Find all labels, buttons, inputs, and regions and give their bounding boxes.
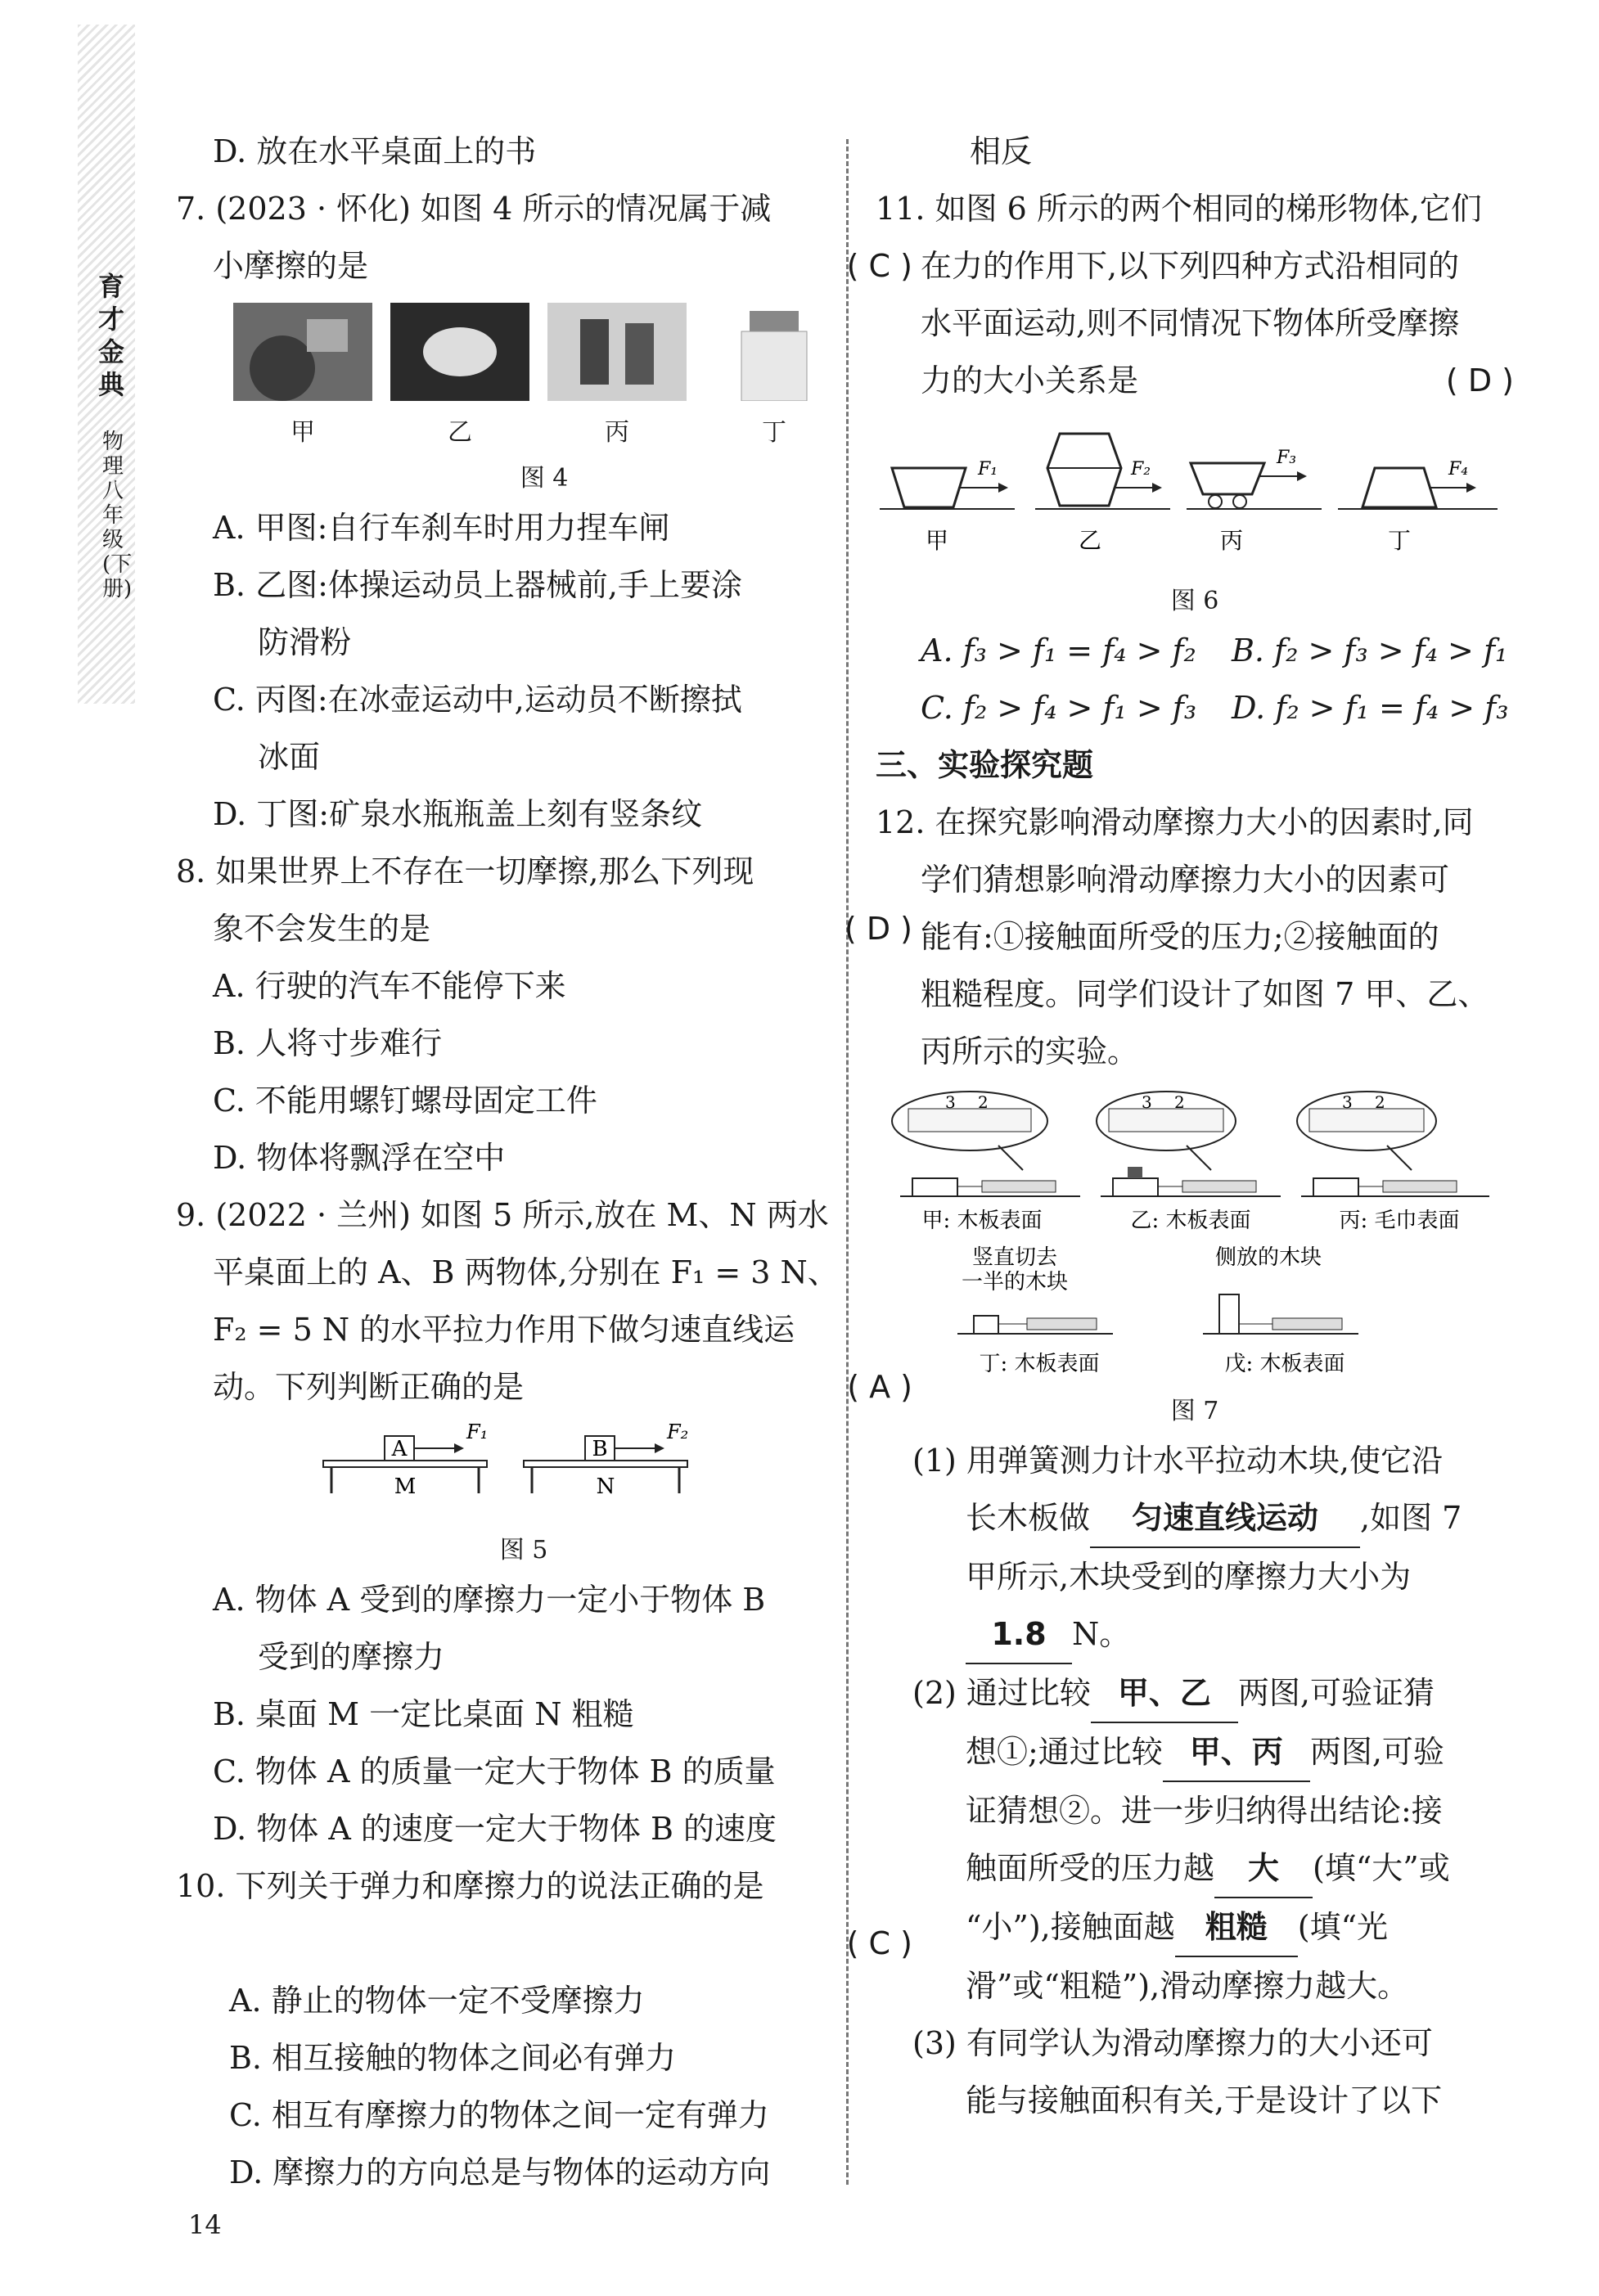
q9-option: D. 物体 A 的速度一定大于物体 B 的速度 bbox=[213, 1811, 777, 1847]
q12-stem-cont: 能有:①接触面所受的压力;②接触面的 bbox=[921, 919, 1439, 955]
q9-stem-cont: 平桌面上的 A、B 两物体,分别在 F₁ = 3 N、 bbox=[213, 1254, 839, 1290]
q7-option: C. 丙图:在冰壶运动中,运动员不断擦拭 bbox=[213, 682, 742, 718]
svg-text:2: 2 bbox=[1375, 1092, 1385, 1112]
svg-text:3: 3 bbox=[1142, 1092, 1152, 1112]
q11-answer: ( D ) bbox=[1445, 362, 1514, 398]
q11-stem-cont: 水平面运动,则不同情况下物体所受摩擦 bbox=[921, 305, 1460, 341]
force-f2-label: F₂ bbox=[667, 1424, 689, 1443]
q12-stem: 12. 在探究影响滑动摩擦力大小的因素时,同 bbox=[876, 804, 1474, 840]
fig4-label-yi: 乙 bbox=[448, 418, 472, 447]
figure-5 bbox=[176, 1424, 872, 1522]
fig6-label-ding: 丁 bbox=[1387, 527, 1412, 554]
fig4-caption: 图 4 bbox=[520, 464, 569, 493]
table-n-label: N bbox=[596, 1474, 615, 1499]
q11-option-b: B. f₂ > f₃ > f₄ > f₁ bbox=[1232, 633, 1508, 669]
block-b-label: B bbox=[592, 1437, 608, 1461]
fig7-label-jia: 甲: 木板表面 bbox=[921, 1209, 1043, 1233]
page-number: 14 bbox=[188, 2209, 222, 2240]
fig7-ding bbox=[957, 1245, 1113, 1376]
q10-option: B. 相互接触的物体之间必有弹力 bbox=[229, 2040, 677, 2076]
q11-option-a: A. f₃ > f₁ = f₄ > f₂ bbox=[921, 633, 1196, 669]
part2-text: 证猜想②。进一步归纳得出结论:接 bbox=[966, 1793, 1443, 1829]
answer-blank: 甲、丙 bbox=[1163, 1723, 1310, 1782]
q7-option: D. 丁图:矿泉水瓶瓶盖上刻有竖条纹 bbox=[213, 796, 703, 832]
part2-text: 两图,可验证猜 bbox=[1237, 1675, 1435, 1711]
figure-4 bbox=[176, 303, 912, 499]
q8-option: C. 不能用螺钉螺母固定工件 bbox=[213, 1083, 597, 1119]
q11-option-c: C. f₂ > f₄ > f₁ > f₃ bbox=[921, 690, 1197, 726]
photo-bottle-cap bbox=[705, 303, 844, 401]
fig6-label-jia: 甲 bbox=[925, 527, 949, 554]
left-column bbox=[176, 123, 912, 2201]
figure-6 bbox=[876, 417, 1514, 573]
photo-curling bbox=[547, 303, 687, 401]
part3-text: 能与接触面积有关,于是设计了以下 bbox=[966, 2082, 1443, 2118]
fig6-force-f2: F₂ bbox=[1131, 459, 1151, 479]
q6-option-d: D. 放在水平桌面上的书 bbox=[213, 133, 537, 169]
part1-text: (1) 用弹簧测力计水平拉动木块,使它沿 bbox=[912, 1443, 1443, 1479]
photo-bike-brake bbox=[233, 303, 372, 401]
fig4-label-bing: 丙 bbox=[605, 418, 629, 447]
q12-stem-cont: 粗糙程度。同学们设计了如图 7 甲、乙、 bbox=[921, 976, 1489, 1012]
force-f1-label: F₁ bbox=[466, 1424, 489, 1443]
fig6-label-yi: 乙 bbox=[1078, 527, 1102, 554]
fig4-label-ding: 丁 bbox=[762, 418, 786, 447]
q9-option: C. 物体 A 的质量一定大于物体 B 的质量 bbox=[213, 1754, 776, 1790]
q9-stem-cont: F₂ = 5 N 的水平拉力作用下做匀速直线运 bbox=[213, 1312, 795, 1348]
q7-stem: 7. (2023 · 怀化) 如图 4 所示的情况属于减 bbox=[176, 191, 772, 227]
fig6-force-f4: F₄ bbox=[1448, 459, 1469, 479]
fig7-jia bbox=[892, 1092, 1080, 1233]
q11-stem-cont: 在力的作用下,以下列四种方式沿相同的 bbox=[921, 248, 1460, 284]
q8-option: B. 人将寸步难行 bbox=[213, 1025, 443, 1061]
q9-answer: ( A ) bbox=[847, 1369, 912, 1405]
block-a-label: A bbox=[391, 1437, 408, 1461]
q7-stem-cont: 小摩擦的是 bbox=[213, 248, 369, 284]
svg-text:2: 2 bbox=[1174, 1092, 1185, 1112]
fig6-label-bing: 丙 bbox=[1219, 527, 1244, 554]
part2-text: 滑”或“粗糙”),滑动摩擦力越大。 bbox=[966, 1968, 1409, 2004]
q8-answer: ( D ) bbox=[844, 911, 912, 947]
svg-text:3: 3 bbox=[1342, 1092, 1353, 1112]
q10-option: D. 摩擦力的方向总是与物体的运动方向 bbox=[229, 2154, 771, 2190]
fig7-note-side: 侧放的木块 bbox=[1214, 1245, 1322, 1270]
subject-label: 物理 八年级(下册) bbox=[102, 430, 133, 601]
answer-blank: 甲、乙 bbox=[1091, 1664, 1238, 1723]
part1-text: ,如图 7 bbox=[1360, 1500, 1462, 1536]
fig7-note-half: 一半的木块 bbox=[961, 1270, 1069, 1294]
fig6-bing bbox=[1187, 448, 1322, 554]
q8-option: D. 物体将飘浮在空中 bbox=[213, 1140, 506, 1176]
fig5-caption: 图 5 bbox=[499, 1536, 548, 1564]
table-m bbox=[323, 1424, 488, 1499]
answer-blank: 粗糙 bbox=[1175, 1898, 1298, 1957]
q10-option: C. 相互有摩擦力的物体之间一定有弹力 bbox=[229, 2097, 769, 2133]
photo-gymnast-chalk bbox=[390, 303, 529, 401]
q11-stem: 11. 如图 6 所示的两个相同的梯形物体,它们 bbox=[876, 191, 1482, 227]
part2-text: 想①;通过比较 bbox=[966, 1734, 1163, 1770]
fig6-ding bbox=[1338, 459, 1498, 554]
q8-option: A. 行驶的汽车不能停下来 bbox=[213, 968, 566, 1004]
figure-7 bbox=[876, 1088, 1514, 1391]
part2-text: 两图,可验 bbox=[1309, 1734, 1444, 1770]
fig7-label-wu: 戊: 木板表面 bbox=[1224, 1352, 1345, 1376]
svg-text:2: 2 bbox=[978, 1092, 989, 1112]
part2-text: (2) 通过比较 bbox=[912, 1675, 1091, 1711]
brand-title: 育才金典 bbox=[98, 271, 125, 400]
fig4-label-jia: 甲 bbox=[291, 418, 315, 447]
part3-text: (3) 有同学认为滑动摩擦力的大小还可 bbox=[912, 2025, 1433, 2061]
part2-text: (填“大”或 bbox=[1313, 1850, 1450, 1886]
part1-text: 甲所示,木块受到的摩擦力大小为 bbox=[966, 1559, 1412, 1595]
q7-option-cont: 冰面 bbox=[258, 739, 321, 775]
table-m-label: M bbox=[394, 1474, 417, 1499]
fig6-force-f3: F₃ bbox=[1277, 448, 1297, 468]
q11-option-d: D. f₂ > f₁ = f₄ > f₃ bbox=[1232, 690, 1509, 726]
part2-text: (填“光 bbox=[1297, 1909, 1389, 1945]
fig7-label-yi: 乙: 木板表面 bbox=[1130, 1209, 1251, 1233]
fig7-yi bbox=[1097, 1092, 1281, 1233]
answer-blank: 大 bbox=[1214, 1839, 1313, 1898]
fig7-label-bing: 丙: 毛巾表面 bbox=[1339, 1209, 1460, 1233]
q8-stem-cont: 象不会发生的是 bbox=[213, 911, 431, 947]
part1-text: 长木板做 bbox=[966, 1500, 1091, 1536]
part2-text: “小”),接触面越 bbox=[966, 1909, 1175, 1945]
fig6-yi bbox=[1035, 434, 1170, 554]
q10-option: A. 静止的物体一定不受摩擦力 bbox=[229, 1983, 645, 2019]
q9-option: B. 桌面 M 一定比桌面 N 粗糙 bbox=[213, 1696, 634, 1732]
q7-answer: ( C ) bbox=[846, 248, 912, 284]
q12-stem-cont: 学们猜想影响滑动摩擦力大小的因素可 bbox=[921, 862, 1450, 898]
fig7-note-cut: 竖直切去 bbox=[971, 1245, 1058, 1270]
table-n bbox=[524, 1424, 688, 1499]
q10-answer: ( C ) bbox=[846, 1925, 912, 1961]
part1-text: N。 bbox=[1072, 1616, 1131, 1652]
section-heading: 三、实验探究题 bbox=[876, 747, 1094, 783]
fig6-jia bbox=[880, 459, 1015, 554]
answer-blank: 匀速直线运动 bbox=[1090, 1489, 1360, 1548]
answer-blank: 1.8 bbox=[966, 1605, 1072, 1664]
q9-stem: 9. (2022 · 兰州) 如图 5 所示,放在 M、N 两水 bbox=[176, 1197, 829, 1233]
part2-text: 触面所受的压力越 bbox=[966, 1850, 1215, 1886]
right-column bbox=[876, 123, 1514, 2129]
q10-option-cont: 相反 bbox=[970, 133, 1033, 169]
q11-stem-cont: 力的大小关系是 bbox=[921, 362, 1139, 398]
fig6-caption: 图 6 bbox=[1170, 587, 1219, 615]
fig7-caption: 图 7 bbox=[1170, 1397, 1219, 1425]
fig7-bing bbox=[1297, 1092, 1489, 1233]
fig6-force-f1: F₁ bbox=[978, 459, 998, 479]
q12-stem-cont: 丙所示的实验。 bbox=[921, 1033, 1139, 1069]
q7-option: B. 乙图:体操运动员上器械前,手上要涂 bbox=[213, 567, 742, 603]
q8-stem: 8. 如果世界上不存在一切摩擦,那么下列现 bbox=[176, 853, 754, 889]
q9-stem-cont: 动。下列判断正确的是 bbox=[213, 1369, 525, 1405]
svg-text:3: 3 bbox=[945, 1092, 956, 1112]
q9-option-cont: 受到的摩擦力 bbox=[258, 1639, 445, 1675]
q9-option: A. 物体 A 受到的摩擦力一定小于物体 B bbox=[213, 1582, 766, 1618]
q7-option-cont: 防滑粉 bbox=[258, 624, 352, 660]
fig7-wu bbox=[1203, 1245, 1358, 1376]
q10-stem: 10. 下列关于弹力和摩擦力的说法正确的是 bbox=[176, 1868, 764, 1904]
q7-option: A. 甲图:自行车刹车时用力捏车闸 bbox=[213, 510, 670, 546]
fig7-label-ding: 丁: 木板表面 bbox=[979, 1352, 1100, 1376]
